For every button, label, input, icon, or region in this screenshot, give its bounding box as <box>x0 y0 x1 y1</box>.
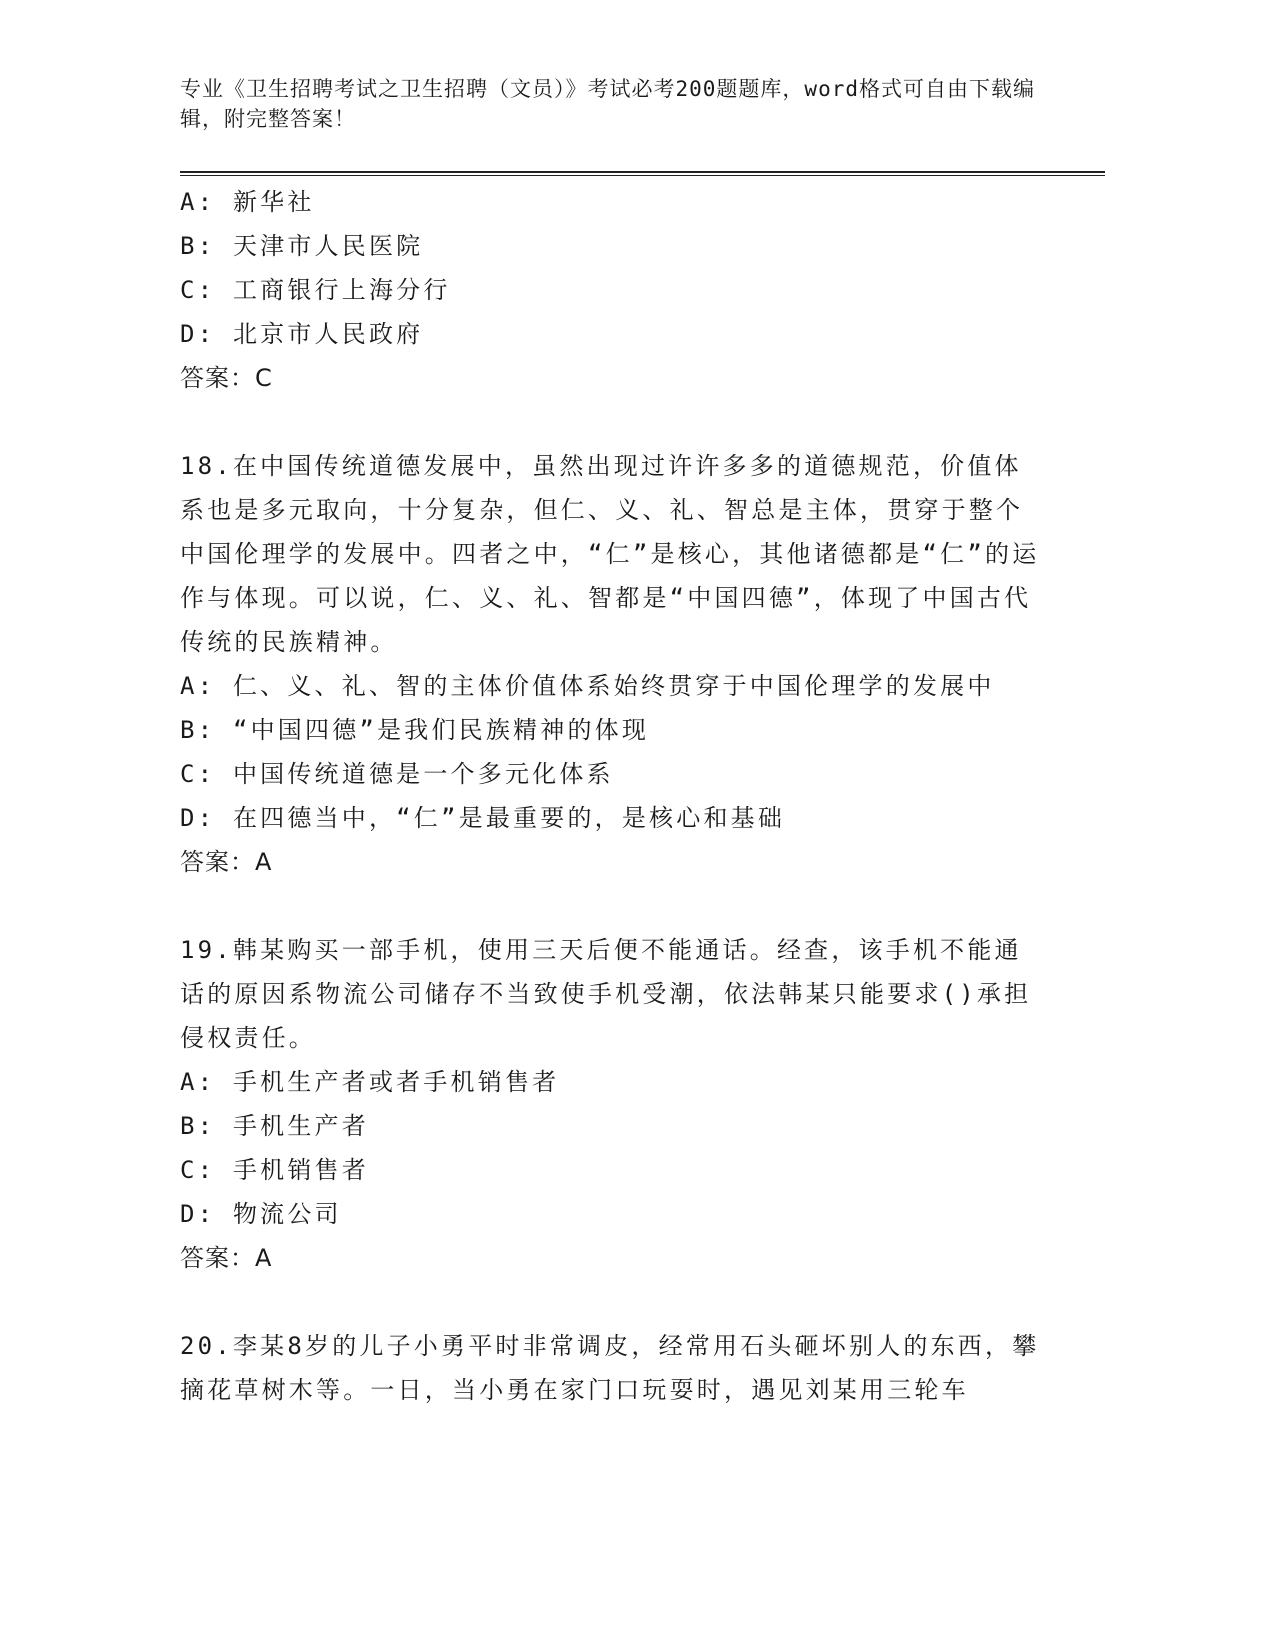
header-divider-thin <box>180 175 1105 176</box>
question-stem: 19.韩某购买一部手机，使用三天后便不能通话。经查，该手机不能通话的原因系物流公司储存不当致使手机受潮，依法韩某只能要求()承担侵权责任。 <box>180 936 1032 1052</box>
option-b: B: “中国四德”是我们民族精神的体现 <box>180 716 650 744</box>
document-header: 专业《卫生招聘考试之卫生招聘（文员）》考试必考200题题库，word格式可自由下载编辑，附完整答案！ <box>180 77 1035 131</box>
spacer <box>180 1280 1040 1324</box>
answer: 答案：C <box>180 364 273 392</box>
option-d: D: 物流公司 <box>180 1200 342 1228</box>
header-divider <box>180 171 1105 173</box>
option-a: A: 新华社 <box>180 188 315 216</box>
option-a: A: 仁、义、礼、智的主体价值体系始终贯穿于中国伦理学的发展中 <box>180 672 995 700</box>
question-18 <box>180 444 1040 884</box>
option-d: D: 北京市人民政府 <box>180 320 424 348</box>
option-c: C: 手机销售者 <box>180 1156 369 1184</box>
option-a: A: 手机生产者或者手机销售者 <box>180 1068 560 1096</box>
question-stem: 18.在中国传统道德发展中，虽然出现过许许多多的道德规范，价值体系也是多元取向，十分复杂，但仁、义、礼、智总是主体，贯穿于整个中国伦理学的发展中。四者之中，“仁”是核心，其他诸德都是“仁”的运作与体现。可以说，仁、义、礼、智都是“中国四德”，体现了中国古代传统的民族精神。 <box>180 452 1040 656</box>
answer: 答案：A <box>180 1244 273 1272</box>
answer: 答案：A <box>180 848 273 876</box>
option-d: D: 在四德当中，“仁”是最重要的，是核心和基础 <box>180 804 786 832</box>
option-c: C: 工商银行上海分行 <box>180 276 451 304</box>
question-content <box>180 180 1040 1412</box>
question-19 <box>180 928 1040 1280</box>
spacer <box>180 884 1040 928</box>
option-c: C: 中国传统道德是一个多元化体系 <box>180 760 614 788</box>
option-b: B: 手机生产者 <box>180 1112 369 1140</box>
question-17 <box>180 180 1040 400</box>
question-20 <box>180 1324 1040 1412</box>
question-stem: 20.李某8岁的儿子小勇平时非常调皮，经常用石头砸坏别人的东西，攀摘花草树木等。一日，当小勇在家门口玩耍时，遇见刘某用三轮车 <box>180 1332 1040 1404</box>
spacer <box>180 400 1040 444</box>
option-b: B: 天津市人民医院 <box>180 232 424 260</box>
